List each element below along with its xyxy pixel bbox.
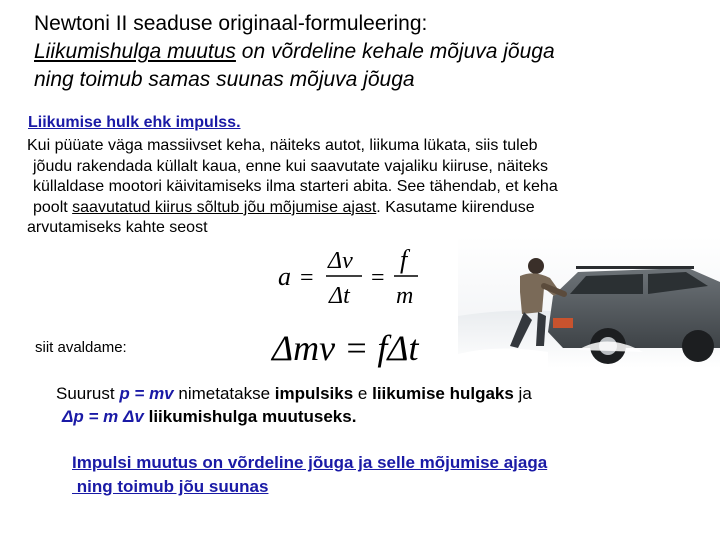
derive-label: siit avaldame:: [35, 339, 127, 356]
impulse-definition: [56, 382, 696, 428]
definition-text-3: e: [353, 384, 373, 403]
paragraph-line-5: arvutamiseks kahte seost: [27, 219, 208, 236]
paragraph-line-4-post: . Kasutame kiirenduse: [376, 198, 535, 216]
paragraph-line-3: küllaldase mootori käivitamiseks ilma starteri abita. See tähendab, et keha: [33, 178, 558, 195]
definition-text-5: liikumishulga muutuseks.: [143, 407, 357, 426]
formula-a: a: [278, 262, 291, 291]
paragraph-line-2: jõudu rakendada küllalt kaua, enne kui saavutate vajaliku kiiruse, näiteks: [33, 157, 548, 175]
momentum-formula: p = mv: [119, 384, 174, 403]
impulse-formula-text: Δmv = fΔt: [272, 328, 419, 368]
paragraph-line-4-pre: poolt: [33, 198, 73, 216]
car-push-photo: [458, 236, 720, 368]
heading-underlined-term: Liikumishulga muutus: [34, 40, 236, 63]
conclusion: [72, 451, 547, 499]
car-push-illustration: [458, 236, 720, 368]
formula-eq-2: =: [371, 265, 385, 291]
term-hulgaks: liikumise hulgaks: [372, 384, 514, 403]
impulse-formula: [270, 322, 440, 372]
formula-num-f: f: [400, 245, 408, 274]
conclusion-line-2: ning toimub jõu suunas: [72, 477, 269, 496]
impulse-title: Liikumise hulk ehk impulss.: [28, 114, 241, 131]
heading-line-2: [34, 38, 694, 66]
formula-den-dt: Δt: [329, 283, 350, 309]
acceleration-formula: [276, 243, 426, 313]
momentum-change-formula: Δp = m Δv: [62, 407, 144, 426]
formula-eq-1: =: [300, 265, 314, 291]
formula-den-m: m: [396, 283, 414, 309]
paragraph-underlined-phrase: saavutatud kiirus sõltub jõu mõjumise ajast: [72, 198, 377, 216]
term-impulsiks: impulsiks: [274, 384, 354, 403]
paragraph-line-4: [27, 198, 707, 219]
heading-line-3: ning toimub samas suunas mõjuva jõuga: [34, 68, 415, 91]
conclusion-line-1: Impulsi muutus on võrdeline jõuga ja selle mõjumise ajaga: [72, 453, 548, 472]
definition-line-2: [56, 405, 696, 428]
heading-line-1: Newtoni II seaduse originaal-formuleering:: [34, 12, 428, 35]
formula-num-dv: Δv: [328, 248, 353, 274]
slide-heading: [34, 10, 694, 94]
explanation-paragraph: [27, 136, 707, 239]
heading-line-2-rest: on võrdeline kehale mõjuva jõuga: [235, 40, 555, 63]
definition-text-1: Suurust: [56, 384, 120, 403]
definition-text-2: nimetatakse: [173, 384, 275, 403]
definition-text-4: ja: [513, 384, 532, 403]
definition-line-1: [56, 382, 696, 405]
paragraph-line-1: Kui püüate väga massiivset keha, näiteks autot, liikuma lükata, siis tuleb: [27, 137, 538, 154]
